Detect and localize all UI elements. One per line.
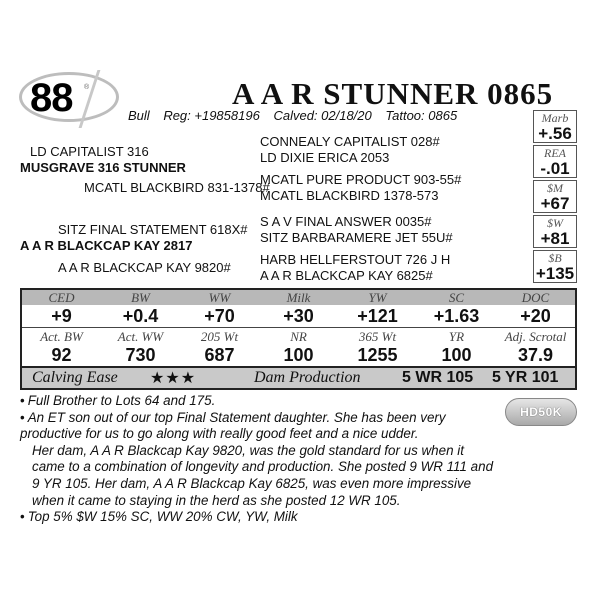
- actual-header: YR: [448, 329, 465, 344]
- epd-header: WW: [208, 290, 231, 305]
- pedigree-dam: A A R BLACKCAP KAY 2817: [20, 238, 193, 253]
- pedigree-ss-sire: CONNEALY CAPITALIST 028#: [260, 134, 440, 149]
- note-item: [20, 393, 498, 410]
- epd-dollar-b: [533, 250, 577, 283]
- info-line: [128, 108, 467, 123]
- epd-header: CED: [48, 290, 75, 305]
- note-item: [20, 410, 498, 443]
- calving-ease-label: Calving Ease: [32, 369, 118, 386]
- pedigree-sire: MUSGRAVE 316 STUNNER: [20, 160, 186, 175]
- calving-ease-stars: ★★★: [150, 370, 197, 387]
- pedigree-sire-sire: LD CAPITALIST 316: [30, 144, 149, 159]
- epd-dollar-m: [533, 180, 577, 213]
- note-text: Full Brother to Lots 64 and 175.: [27, 393, 216, 408]
- dam-production-yr: 5 YR 101: [492, 369, 559, 386]
- epd-value: +20: [520, 306, 551, 326]
- pedigree-ds-dam: SITZ BARBARAMERE JET 55U#: [260, 230, 453, 245]
- actual-header: NR: [290, 329, 307, 344]
- pedigree-sire-dam: MCATL BLACKBIRD 831-1378#: [84, 180, 270, 195]
- epd-dollar-w-value: +81: [540, 229, 570, 248]
- actual-value-row: [22, 345, 575, 365]
- actual-value: 37.9: [517, 345, 554, 365]
- epd-dollar-b-label: $B: [548, 251, 562, 265]
- calved-date: Calved: 02/18/20: [273, 108, 372, 123]
- lot-notes: [20, 393, 498, 526]
- epd-value: +1.63: [433, 306, 480, 326]
- pedigree-dd-dam: A A R BLACKCAP KAY 6825#: [260, 268, 433, 283]
- epd-header: DOC: [521, 290, 550, 305]
- pedigree-sd-sire: MCATL PURE PRODUCT 903-55#: [260, 172, 462, 187]
- actual-header-row: [22, 329, 575, 344]
- actual-value: 100: [441, 345, 472, 365]
- pedigree-dd-sire: HARB HELLFERSTOUT 726 J H: [260, 252, 451, 267]
- lot-number: 88: [30, 76, 73, 120]
- epd-dollar-m-value: +67: [540, 194, 570, 213]
- epd-value: +70: [204, 306, 235, 326]
- epd-header: Milk: [286, 290, 311, 305]
- actual-header: 365 Wt: [358, 329, 397, 344]
- sex: Bull: [128, 108, 150, 123]
- dam-production-wr: 5 WR 105: [402, 369, 474, 386]
- actual-value: 92: [51, 345, 72, 365]
- actual-value: 687: [204, 345, 235, 365]
- epd-dollar-m-label: $M: [547, 181, 563, 195]
- epd-marb-label: Marb: [541, 111, 569, 125]
- registration: Reg: +19858196: [163, 108, 260, 123]
- epd-marb: [533, 110, 577, 143]
- epd-marb-value: +.56: [538, 124, 572, 143]
- tattoo: Tattoo: 0865: [385, 108, 458, 123]
- actual-header: Act. BW: [40, 329, 83, 344]
- epd-value: +0.4: [122, 306, 159, 326]
- epd-rea: [533, 145, 577, 178]
- note-text: Top 5% $W 15% SC, WW 20% CW, YW, Milk: [27, 509, 298, 525]
- stats-table: [20, 288, 577, 368]
- pedigree-sd-dam: MCATL BLACKBIRD 1378-573: [260, 188, 439, 203]
- note-item: [20, 509, 498, 526]
- pedigree-ss-dam: LD DIXIE ERICA 2053: [260, 150, 390, 165]
- hd50k-badge: [505, 398, 577, 426]
- actual-value: 1255: [357, 345, 398, 365]
- registered-mark: ®: [84, 84, 90, 91]
- epd-value-row: [22, 306, 575, 326]
- epd-value: +30: [283, 306, 314, 326]
- pedigree-dam-sire: SITZ FINAL STATEMENT 618X#: [58, 222, 248, 237]
- epd-value: +121: [357, 306, 398, 326]
- pedigree-ds-sire: S A V FINAL ANSWER 0035#: [260, 214, 432, 229]
- calving-strip: [20, 368, 577, 390]
- epd-value: +9: [51, 306, 72, 326]
- actual-value: 100: [283, 345, 314, 365]
- pedigree-dam-dam: A A R BLACKCAP KAY 9820#: [58, 260, 231, 275]
- actual-header: Act. WW: [117, 329, 164, 344]
- epd-rea-label: REA: [544, 146, 566, 160]
- stats-divider: [22, 327, 575, 328]
- epd-header: SC: [448, 290, 465, 305]
- actual-header: 205 Wt: [200, 329, 239, 344]
- hd50k-label: HD50K: [520, 405, 562, 419]
- actual-value: 730: [125, 345, 156, 365]
- actual-header: Adj. Scrotal: [504, 329, 567, 344]
- epd-header: BW: [131, 290, 150, 305]
- epd-dollar-w: [533, 215, 577, 248]
- epd-rea-value: -.01: [540, 159, 570, 178]
- dam-production-label: Dam Production: [254, 369, 361, 386]
- epd-header: YW: [368, 290, 387, 305]
- epd-header-row: [22, 290, 575, 305]
- epd-dollar-b-value: +135: [535, 264, 575, 283]
- note-paragraph: Her dam, A A R Blackcap Kay 9820, was the gold standard for us when it came to a combination of longevity and production. She posted 9 WR 111 and 9 YR 105. Her dam, A A R Blackcap Kay 6825, was even more impressive when it came to staying in the herd as she posted 12 WR 105.: [32, 442, 494, 508]
- epd-dollar-w-label: $W: [547, 216, 563, 230]
- note-text: An ET son out of our top Final Statement daughter. She has been very productive for us to go along with really good feet and a nice udder.: [20, 409, 446, 442]
- animal-name: A A R STUNNER 0865: [232, 76, 554, 111]
